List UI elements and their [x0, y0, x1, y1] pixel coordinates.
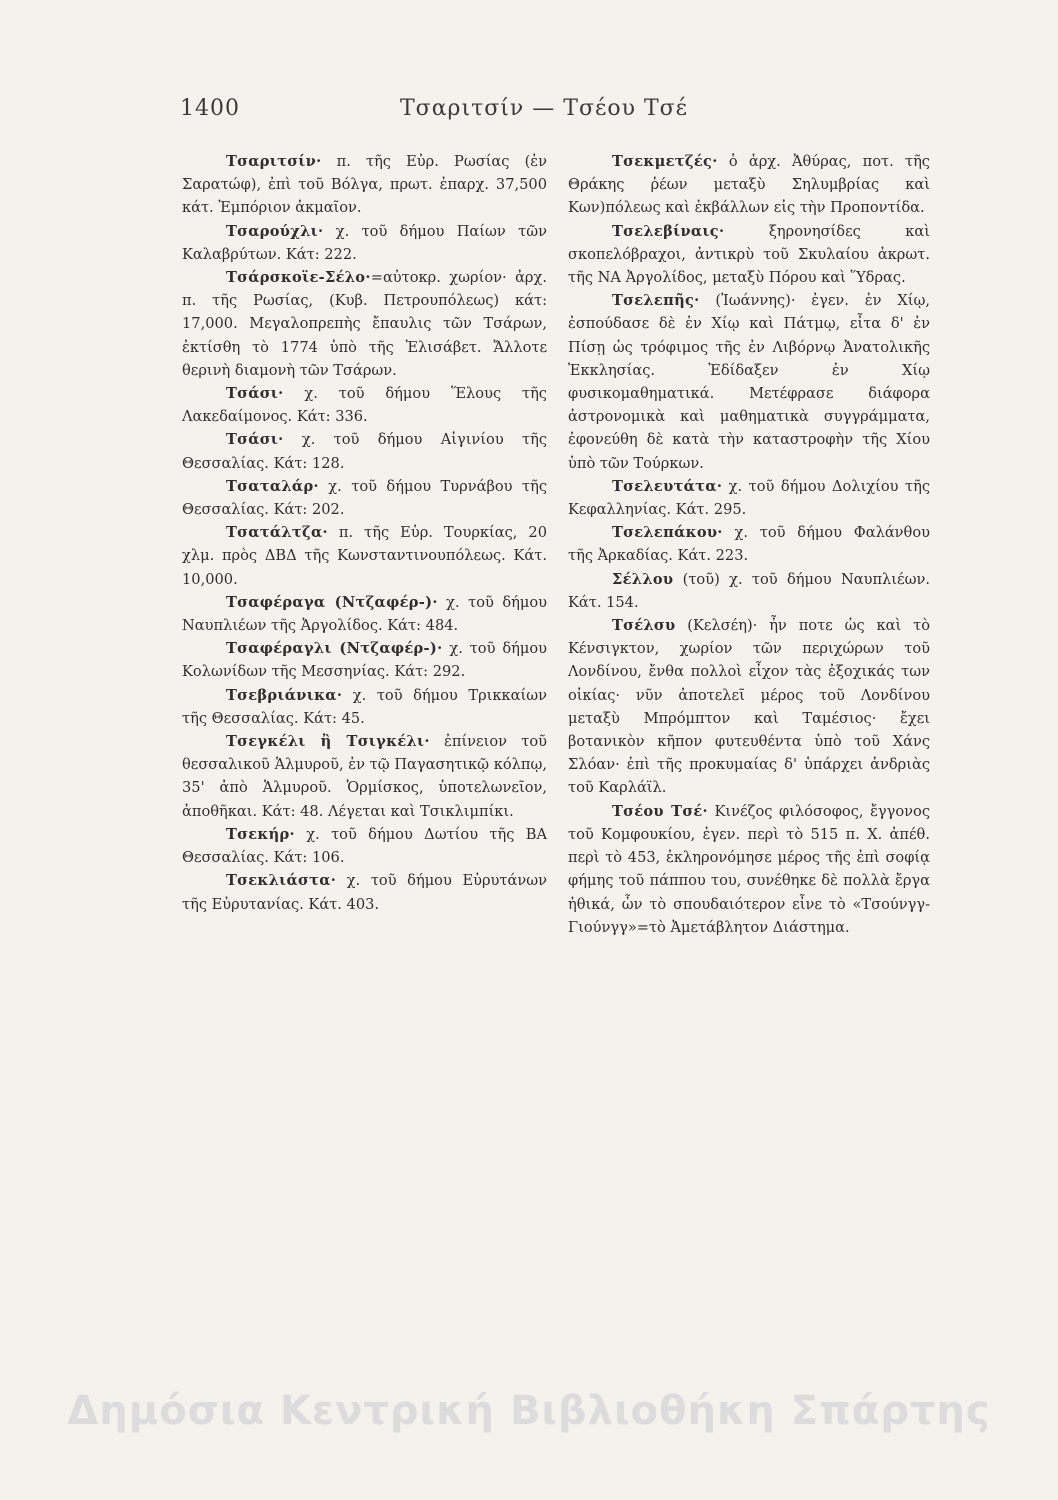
entry-headword: Τσάσι·	[226, 385, 284, 403]
entry-text: (Κελσέη)· ἦν ποτε ὡς καὶ τὸ Κένσιγκτον, χωρίον τῶν περιχώρων τοῦ Λονδίνου, ἔνθα πολλοὶ εἶχον τὰς ἐξοχικάς των οἰκίας· νῦν ἀποτελεῖ μέρος τοῦ Λονδίνου μεταξὺ Μπρόμπτον καὶ Ταμέσιος· ἔχει βοτανικὸν κῆπον φυτευθέντα ὑπὸ τοῦ Χάνς Σλόαν· ἐπὶ τῆς προκυμαίας δ' ὑπάρχει ἀνδριὰς τοῦ Καρλάϊλ.	[568, 617, 930, 797]
entry-text: χ. τοῦ δήμου Αἰγινίου τῆς Θεσσαλίας. Κάτ: 128.	[182, 431, 547, 472]
entry-headword: Τσελεπάκου·	[612, 524, 723, 542]
entry	[182, 730, 547, 823]
entry	[182, 521, 547, 591]
entry-text: χ. τοῦ δήμου Ἕλους τῆς Λακεδαίμονος. Κάτ: 336.	[182, 385, 547, 426]
entry-headword: Τσατάλτζα·	[226, 524, 328, 542]
entry-headword: Τσεβριάνικα·	[226, 686, 343, 704]
entry-text: χ. τοῦ δήμου Δωτίου τῆς ΒΑ Θεσσαλίας. Κάτ: 106.	[182, 825, 547, 867]
entry	[568, 800, 930, 939]
entry-text: χ. τοῦ δήμου Κολωνίδων τῆς Μεσσηνίας. Κάτ: 292.	[182, 640, 548, 681]
entry-headword: Τσεκμετζές·	[612, 153, 718, 170]
entry-headword: Τσαφέραγλι (Ντζαφέρ-)·	[226, 640, 443, 658]
entry-headword: Τσάσι·	[226, 431, 284, 449]
entry-text: =αὐτοκρ. χωρίον· ἀρχ. π. τῆς Ρωσίας, (Κυβ. Πετρουπόλεως) κάτ: 17,000. Μεγαλοπρεπὴς ἔπαυλις τῶν Τσάρων, ἐκτίσθη τὸ 1774 ὑπὸ τῆς Ἐλισάβετ. Ἄλλοτε θερινὴ διαμονὴ τῶν Τσάρων.	[182, 269, 547, 379]
entry	[182, 475, 547, 521]
entry	[182, 637, 547, 683]
entry-headword: Σέλλου	[612, 570, 674, 588]
entry-headword: Τσέλσυ	[612, 617, 676, 635]
entry-text: ξηρονησίδες καὶ σκοπελόβραχοι, ἀντικρὺ τοῦ Σκυλαίου ἀκρωτ. τῆς ΝΑ Ἀργολίδος, μεταξὺ Πόρου καὶ Ὕδρας.	[568, 222, 930, 287]
entry	[182, 382, 547, 428]
entry-headword: Τσεκλιάστα·	[226, 872, 337, 890]
page-number: 1400	[180, 96, 240, 121]
entry-text: (τοῦ) χ. τοῦ δήμου Ναυπλιέων. Κάτ. 154.	[568, 570, 930, 611]
entry	[568, 614, 930, 800]
entry-text: π. τῆς Εὐρ. Ρωσίας (ἐν Σαρατώφ), ἐπὶ τοῦ Βόλγα, πρωτ. ἐπαρχ. 37,500 κάτ. Ἐμπόριον ἀκμαῖον.	[182, 153, 547, 217]
entry-headword: Τσελευτάτα·	[612, 477, 723, 495]
entry-headword: Τσαταλάρ·	[226, 477, 319, 495]
entry-text: χ. τοῦ δήμου Εὐρυτάνων τῆς Εὐρυτανίας. Κάτ. 403.	[182, 872, 547, 913]
entry-text: χ. τοῦ δήμου Ναυπλιέων τῆς Ἀργολίδος. Κάτ: 484.	[182, 593, 547, 635]
entry-headword: Τσάρσκοϊε-Σέλο·	[226, 269, 371, 287]
entry-text: (Ἰωάννης)· ἐγεν. ἐν Χίῳ, ἐσπούδασε δὲ ἐν Χίῳ καὶ Πάτμῳ, εἶτα δ' ἐν Πίσῃ ὡς τρόφιμος τῆς ἐν Λιβόρνῳ Ἀνατολικῆς Ἐκκλησίας. Ἐδίδαξεν ἐν Χίῳ φυσικομαθηματικά. Μετέφρασε διάφορα ἀστρονομικὰ καὶ μαθηματικὰ συγγράμματα, ἐφονεύθη δὲ κατὰ τὴν καταστροφὴν τῆς Χίου ὑπὸ τῶν Τούρκων.	[568, 292, 930, 472]
entry-headword: Τσαριτσίν·	[226, 153, 322, 170]
entry	[182, 150, 547, 220]
entry	[182, 220, 547, 266]
entry-text: χ. τοῦ δήμου Φαλάνθου τῆς Ἀρκαδίας. Κάτ. 223.	[568, 524, 930, 565]
library-watermark: Δημόσια Κεντρική Βιβλιοθήκη Σπάρτης	[67, 1388, 991, 1434]
entry	[568, 568, 930, 614]
entry	[568, 289, 930, 475]
entry	[568, 521, 930, 567]
entry-headword: Τσεγκέλι ἢ Τσιγκέλι·	[226, 733, 430, 751]
entry-headword: Τσαφέραγα (Ντζαφέρ-)·	[226, 593, 438, 611]
entry-headword: Τσαρούχλι·	[226, 222, 324, 240]
entry-text: χ. τοῦ δήμου Δολιχίου τῆς Κεφαλληνίας. Κάτ. 295.	[568, 477, 930, 519]
entry-text: χ. τοῦ δήμου Παίων τῶν Καλαβρύτων. Κάτ: 222.	[182, 222, 547, 263]
entry-text: ἐπίνειον τοῦ θεσσαλικοῦ Ἁλμυροῦ, ἐν τῷ Παγασητικῷ κόλπῳ, 35' ἀπὸ Ἁλμυροῦ. Ὁρμίσκος, ὑποτελωνεῖον, ἀποθῆκαι. Κάτ: 48. Λέγεται καὶ Τσικλιμπίκι.	[182, 733, 547, 820]
entry-text: π. τῆς Εὐρ. Τουρκίας, 20 χλμ. πρὸς ΔΒΔ τῆς Κωνσταντινουπόλεως. Κάτ. 10,000.	[182, 524, 547, 588]
entry-headword: Τσελεβίναις·	[612, 222, 725, 240]
entry	[182, 684, 547, 730]
running-head: Τσαριτσίν — Τσέου Τσέ	[400, 96, 689, 121]
entry	[568, 150, 930, 220]
entry-text: ὁ ἀρχ. Ἀθύρας, ποτ. τῆς Θράκης ῥέων μεταξὺ Σηλυμβρίας καὶ Κων)πόλεως καὶ ἐκβάλλων εἰς τὴν Προποντίδα.	[568, 153, 930, 217]
entry	[568, 220, 930, 290]
entry	[568, 475, 930, 521]
entry-text: Κινέζος φιλόσοφος, ἔγγονος τοῦ Κομφουκίου, ἐγεν. περὶ τὸ 515 π. Χ. ἀπέθ. περὶ τὸ 453, ἐκληρονόμησε μέρος τῆς ἐπὶ σοφίᾳ φήμης τοῦ πάππου του, συνέθηκε δὲ πολλὰ ἔργα ἠθικά, ὧν τὸ σπουδαιότερον εἶνε τὸ «Τσούνγγ-Γιούνγγ»=τὸ Ἀμετάβλητον Διάστημα.	[568, 802, 930, 936]
entry-text: χ. τοῦ δήμου Τυρνάβου τῆς Θεσσαλίας. Κάτ: 202.	[182, 477, 547, 519]
entry-text: χ. τοῦ δήμου Τρικκαίων τῆς Θεσσαλίας. Κάτ: 45.	[182, 686, 547, 727]
right-column	[568, 150, 930, 939]
entry-headword: Τσεκήρ·	[226, 825, 295, 843]
entry	[182, 591, 547, 637]
entry	[182, 266, 547, 382]
entry	[182, 823, 547, 869]
entry-headword: Τσέου Τσέ·	[612, 802, 708, 820]
entry	[182, 428, 547, 474]
left-column	[182, 150, 547, 916]
entry	[182, 869, 547, 915]
entry-headword: Τσελεπῆς·	[612, 292, 700, 310]
